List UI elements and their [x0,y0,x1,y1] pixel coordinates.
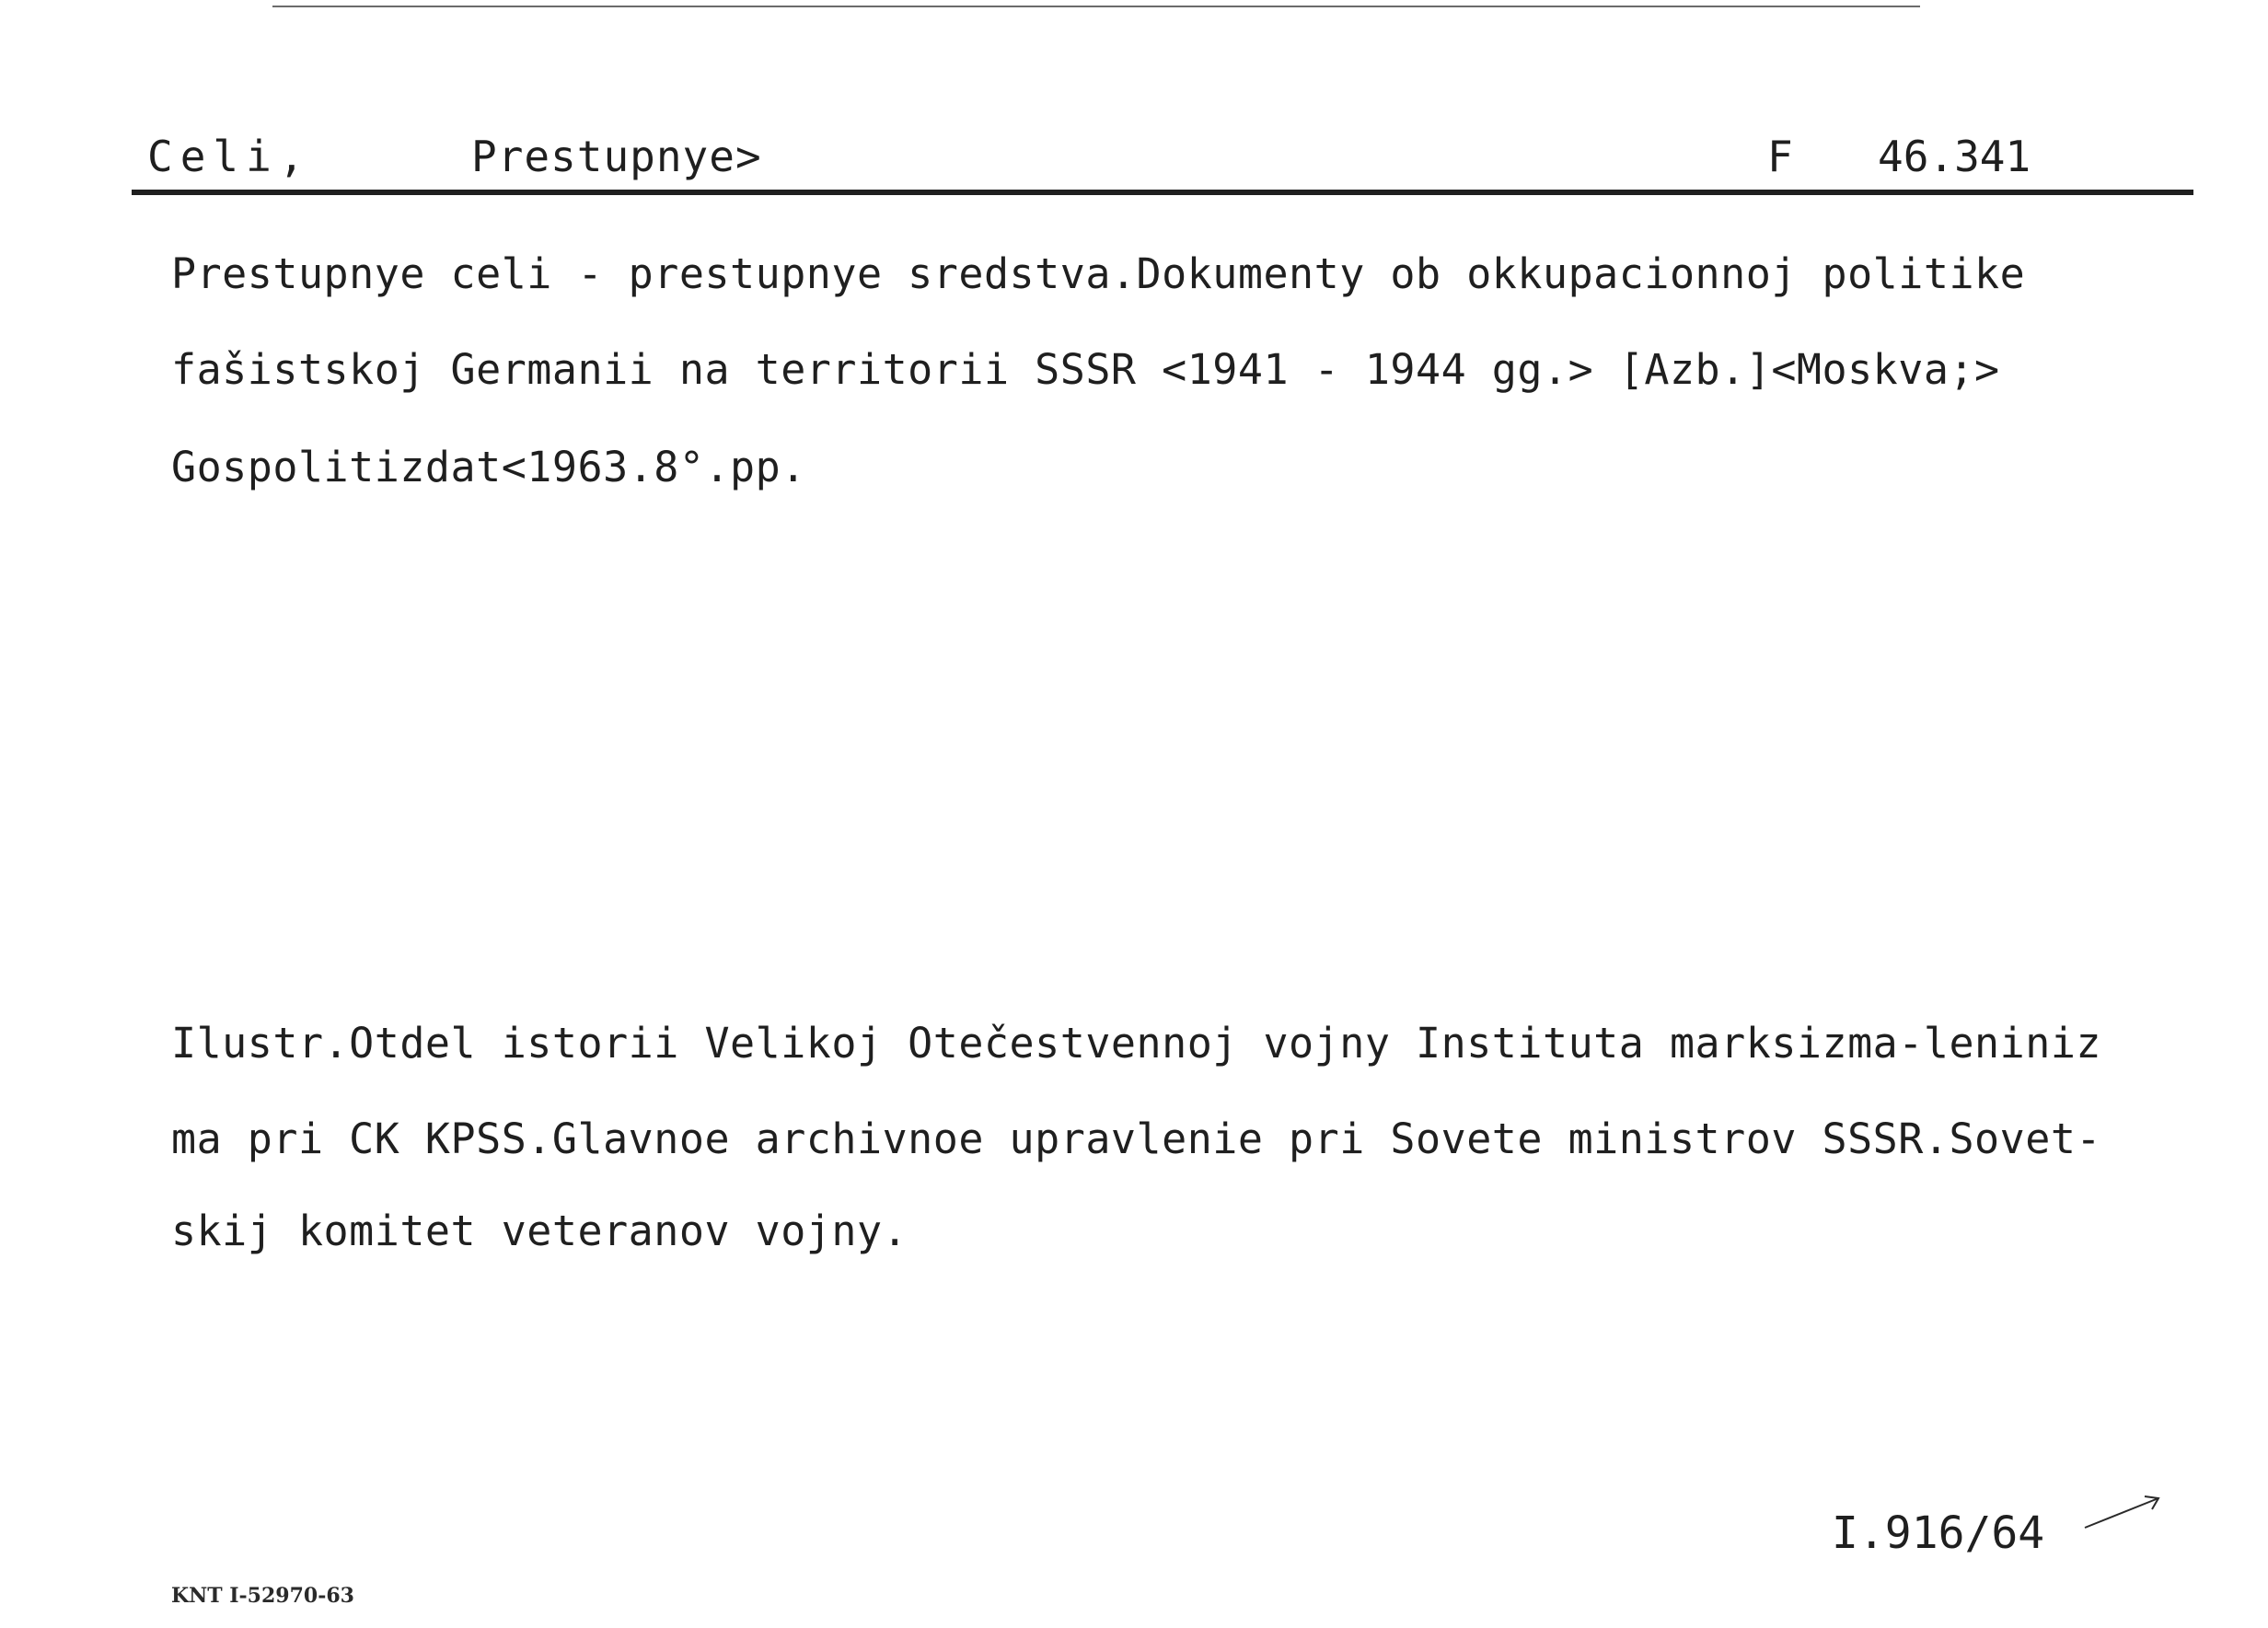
description-line-1: Prestupnye celi - prestupnye sredstva.Dokumenty ob okkupacionnoj politike [171,249,2026,298]
print-code: KNT I-52970-63 [171,1584,354,1608]
main-entry: Celi, [147,132,312,181]
notes-line-1: Ilustr.Otdel istorii Velikoj Otečestvennoj vojny Instituta marksizma-leniniz [171,1019,2102,1068]
description-line-2: fašistskoj Germanii na territorii SSSR <1941 - 1944 gg.> [Azb.]<Moskva;> [171,345,2000,394]
description-line-3: Gospolitizdat<1963.8°.pp. [171,443,806,491]
inventory-number: I.916/64 [1832,1507,2045,1559]
notes-line-3: skij komitet veteranov vojny. [171,1207,908,1255]
subject-heading: Prestupnye> [471,132,762,181]
fund-letter: F [1767,132,1793,181]
call-number: 46.341 [1878,132,2031,181]
notes-line-2: ma pri CK KPSS.Glavnoe archivnoe upravlenie pri Sovete ministrov SSSR.Sovet- [171,1114,2102,1163]
